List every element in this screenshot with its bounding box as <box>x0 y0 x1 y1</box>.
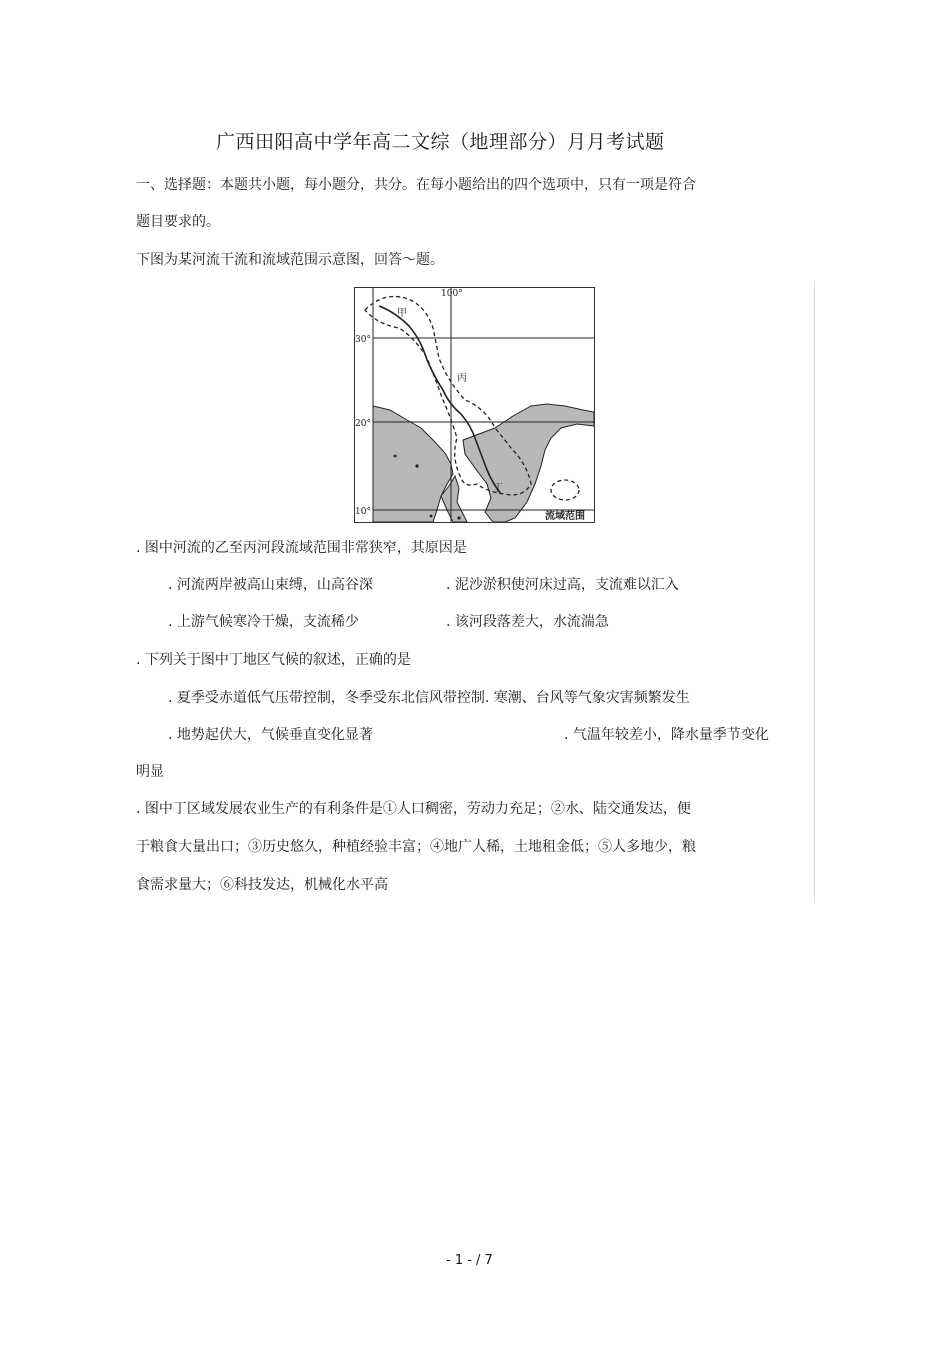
q2-option-c: . 地势起伏大，气候垂直变化显著 <box>168 727 373 743</box>
river-basin-map <box>354 287 595 523</box>
place-label-bing: 丙 <box>457 373 467 384</box>
q3-stem-line3: 食需求量大；⑥科技发达，机械化水平高 <box>136 877 388 893</box>
margin-rule <box>814 282 815 902</box>
q2-option-d: . 气温年较差小，降水量季节变化 <box>564 727 769 743</box>
figure-intro: 下图为某河流干流和流域范围示意图，回答～题。 <box>136 252 444 268</box>
land-west <box>373 406 453 522</box>
place-label-ding: 丁 <box>493 483 503 494</box>
q2-option-ab: . 夏季受赤道低气压带控制，冬季受东北信风带控制. 寒潮、台风等气象灾害频繁发生 <box>168 690 690 706</box>
lat-label-20: 20° <box>355 419 371 429</box>
page-number: - 1 - / 7 <box>446 1253 493 1268</box>
q2-option-d-continued: 明显 <box>136 764 164 780</box>
place-label-jia: 甲 <box>397 308 407 319</box>
lat-label-30: 30° <box>355 335 371 345</box>
q1-stem: . 图中河流的乙至丙河段流域范围非常狭窄，其原因是 <box>136 540 467 556</box>
q3-stem-line1: . 图中丁区域发展农业生产的有利条件是①人口稠密，劳动力充足；②水、陆交通发达，便 <box>136 801 691 817</box>
map-legend: 流域范围 <box>545 511 585 522</box>
q2-stem: . 下列关于图中丁地区气候的叙述，正确的是 <box>136 652 411 668</box>
section-heading-line2: 题目要求的。 <box>136 214 220 230</box>
q1-option-d: . 该河段落差大，水流湍急 <box>446 614 609 630</box>
q1-option-c: . 上游气候寒冷干燥，支流稀少 <box>168 614 359 630</box>
lat-label-10: 10° <box>355 507 371 517</box>
q1-option-b: . 泥沙淤积使河床过高，支流难以汇入 <box>446 577 679 593</box>
q1-option-a: . 河流两岸被高山束缚，山高谷深 <box>168 577 373 593</box>
page-title: 广西田阳高中学年高二文综（地理部分）月月考试题 <box>216 131 665 153</box>
lon-label-100: 100° <box>441 289 463 299</box>
q3-stem-line2: 于粮食大量出口；③历史悠久，种植经验丰富；④地广人稀，土地租金低；⑤人多地少，粮 <box>136 839 696 855</box>
island <box>551 480 579 500</box>
section-heading-line1: 一、选择题：本题共小题，每小题分，共分。在每小题给出的四个选项中，只有一项是符合 <box>136 177 696 193</box>
